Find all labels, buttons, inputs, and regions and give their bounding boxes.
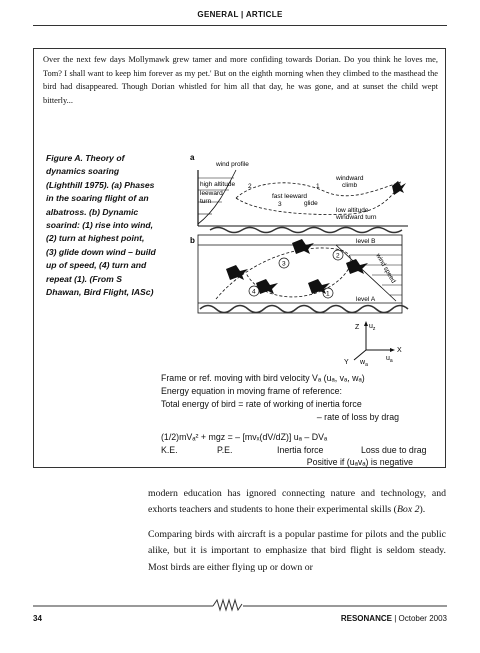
marker-1-label: 1 xyxy=(326,290,330,298)
marker-3-label: 3 xyxy=(282,260,286,268)
energy-equations xyxy=(161,372,441,469)
x-arrowhead xyxy=(390,348,395,352)
equation-line-3: Total energy of bird = rate of working of inertia force xyxy=(161,398,362,409)
albatross-icon xyxy=(292,239,314,254)
wind-speed-label: wind speed xyxy=(374,252,397,285)
level-b-label: level B xyxy=(356,238,376,245)
ke-label: K.E. xyxy=(161,444,178,455)
equation-line-5: (1/2)mVₐ² + mgz = – [mvₓ(dV/dZ)] uₐ – DVₐ xyxy=(161,431,328,442)
footer-wave-ornament xyxy=(213,600,242,610)
leeward-turn-label-2: turn xyxy=(200,198,212,205)
figure-b-diagram xyxy=(186,233,426,317)
journal-separator: | xyxy=(394,614,397,623)
level-a-label: level A xyxy=(356,296,376,303)
axes-diagram xyxy=(340,318,410,366)
phase-2-label: 2 xyxy=(248,183,252,190)
albatross-icon xyxy=(392,181,406,195)
equation-line-4: – rate of loss by drag xyxy=(316,411,399,422)
journal-name: RESONANCE xyxy=(340,614,392,623)
wind-profile-label: wind profile xyxy=(216,161,249,168)
header-section: GENERAL xyxy=(197,10,239,19)
equation-line-2: Energy equation in moving frame of reference: xyxy=(161,385,342,396)
running-header xyxy=(0,10,480,19)
wy-label: $w_a$ xyxy=(360,359,368,366)
header-type: ARTICLE xyxy=(245,10,283,19)
header-separator: | xyxy=(241,10,244,19)
waves-b xyxy=(200,306,408,313)
low-altitude-turn-label-1: low altitude xyxy=(336,207,369,214)
journal-footer xyxy=(300,614,447,623)
body-paragraph-2: Comparing birds with aircraft is a popular pastime for pilots and the public alike, but it is important to emphasize that bird flight is seldom steady. Most birds are either flying up or down or xyxy=(148,528,446,573)
equation-line-1: Frame or ref. moving with bird velocity Vₐ (uₐ, vₐ, wₐ) xyxy=(161,373,365,383)
box-reference: Box 2 xyxy=(396,504,420,516)
inertia-label: Inertia force xyxy=(277,444,324,455)
high-altitude-label: high altitude xyxy=(200,181,236,188)
phase-3-label: 3 xyxy=(278,201,282,208)
x-label: X xyxy=(397,347,402,354)
waves-a xyxy=(210,228,402,233)
equation-term-labels xyxy=(161,444,441,457)
y-label: Y xyxy=(344,359,349,366)
low-altitude-turn-label-2: windward turn xyxy=(336,214,377,221)
quote-text: Over the next few days Mollymawk grew tamer and more confiding towards Dorian. Do you think he loves me, Tom? I shall want to keep him forever as my pet.' But on the eighth morning when they climbed to the masthead the bird had disappeared. Though Dorian whistled for him all that day, he was gone, and at sunset the child wept bitterly... xyxy=(43,55,438,105)
albatross-icon xyxy=(226,265,248,280)
body-text xyxy=(148,486,446,584)
leeward-turn-label-1: leeward xyxy=(200,190,223,197)
z-arrowhead xyxy=(364,321,368,326)
footer-rule xyxy=(33,598,447,612)
page-number: 34 xyxy=(33,614,42,623)
pe-label: P.E. xyxy=(217,444,233,455)
z-label: Z xyxy=(355,324,360,331)
fast-leeward-glide-label-1: fast leeward xyxy=(272,193,308,200)
figure-b-panel-label: b xyxy=(190,236,195,245)
body-paragraph-1: modern education has ignored connecting nature and technology, and exhorts teachers and students to hone their experimental skills (Box 2). xyxy=(148,488,446,516)
positive-note: Positive if (uₐvₐ) is negative xyxy=(306,457,413,468)
header-rule xyxy=(33,25,447,26)
marker-2-label: 2 xyxy=(336,252,340,260)
figure-a-diagram xyxy=(186,150,426,242)
figure-caption: Figure A. Theory of dynamics soaring (Lighthill 1975). (a) Phases in the soaring flight of an albatross. (b) Dynamic soarind: (1) rise into wind, (2) turn at highest point, (3) glide down wind – build up of speed, (4) turn and repeat (1). (From S Dhawan, Bird Flight, IASc) xyxy=(46,153,156,298)
loss-label: Loss due to drag xyxy=(361,444,427,455)
ux-label: $u_a$ xyxy=(386,355,393,364)
phase-1-label: 1 xyxy=(316,183,320,190)
windward-climb-label-2: climb xyxy=(342,182,358,189)
figure-a-panel-label: a xyxy=(190,153,195,162)
marker-4-label: 4 xyxy=(252,288,256,296)
fast-leeward-glide-label-2: glide xyxy=(304,200,318,207)
journal-date: October 2003 xyxy=(398,614,447,623)
uz-label: $u_z$ xyxy=(369,323,376,332)
windward-climb-label-1: windward xyxy=(336,175,364,182)
